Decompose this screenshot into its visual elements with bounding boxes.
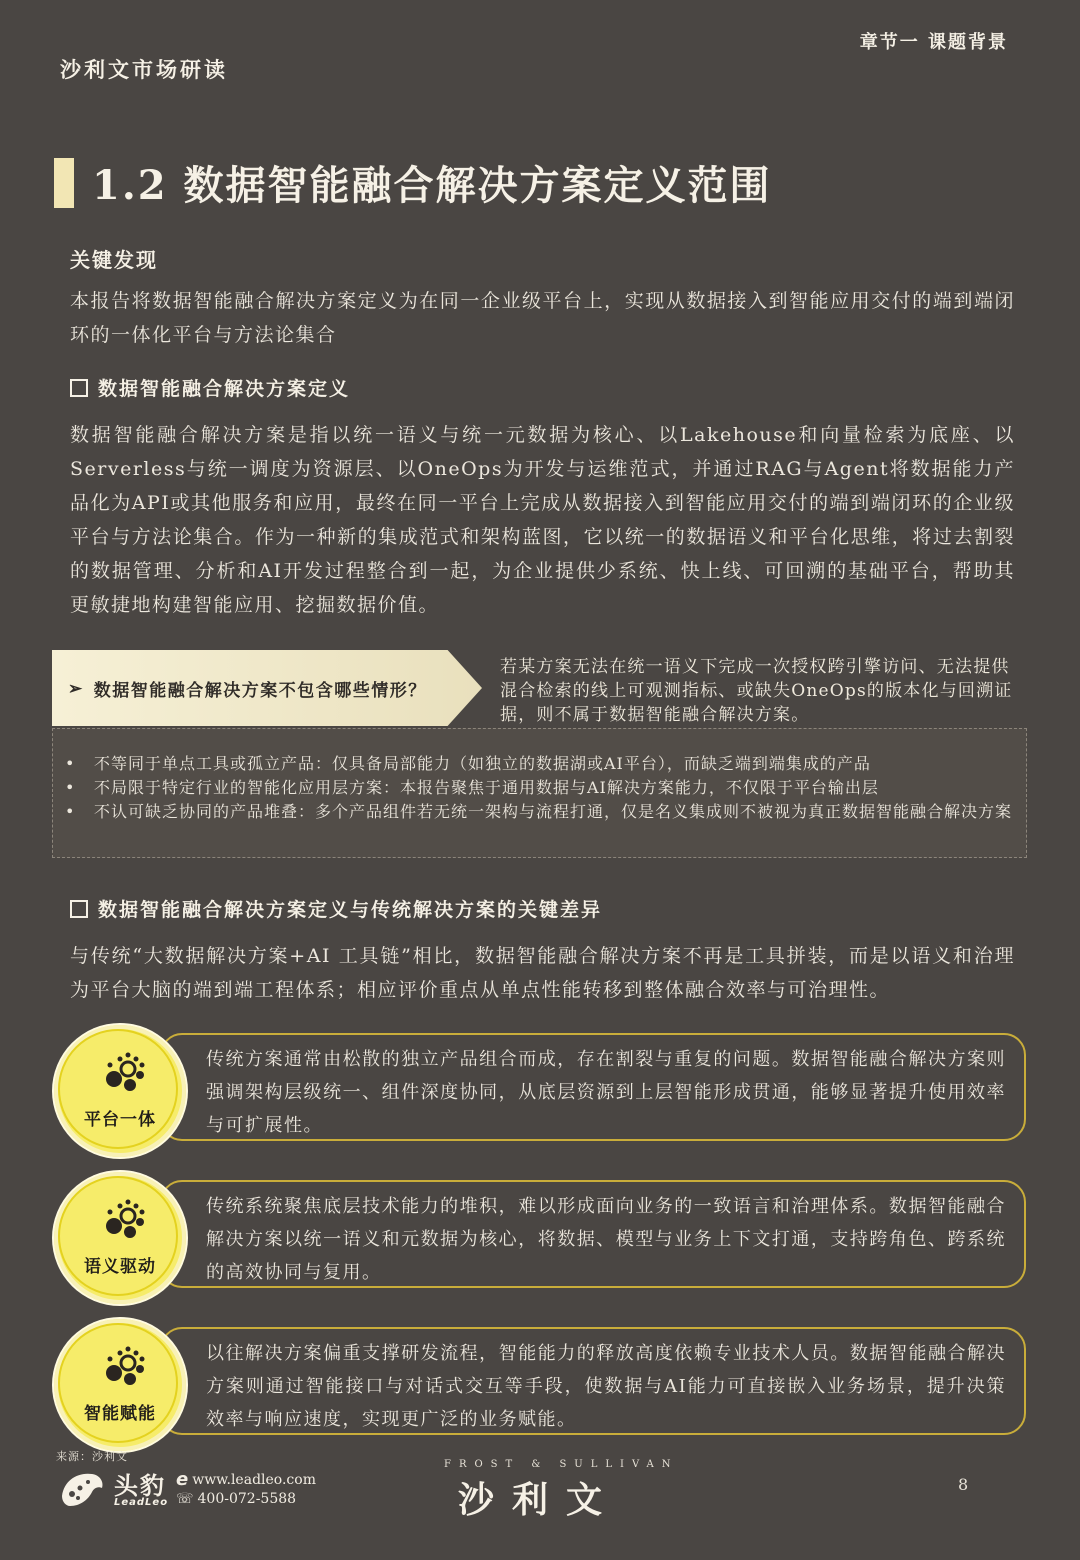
definition-heading	[70, 374, 350, 401]
exclusion-question-label: 数据智能融合解决方案不包含哪些情形？	[93, 681, 427, 701]
section-title: 1.2 数据智能融合解决方案定义范围	[92, 162, 772, 209]
phone-icon: ☏	[176, 1491, 194, 1507]
list-item: • 不局限于特定行业的智能化应用层方案：本报告聚焦于通用数据与AI解决方案能力，不仅限于平台输出层	[62, 776, 1017, 800]
leadleo-logo-subtext: LeadLeo	[114, 1497, 169, 1508]
key-findings-heading: 关键发现	[70, 248, 158, 272]
website[interactable]	[176, 1469, 316, 1490]
difference-card-text: 传统系统聚焦底层技术能力的堆积，难以形成面向业务的一致语言和治理体系。数据智能融合解决方案以统一语义和元数据为核心，将数据、模型与业务上下文打通，支持跨角色、跨系统的高效协同与复用。	[206, 1196, 1006, 1283]
badge-label: 语义驱动	[84, 1257, 156, 1277]
differences-heading-label: 数据智能融合解决方案定义与传统解决方案的关键差异	[98, 899, 603, 921]
definition-heading-label: 数据智能融合解决方案定义	[98, 378, 351, 400]
badge-semantic	[54, 1172, 186, 1304]
network-dots-icon	[92, 1051, 148, 1097]
key-findings-text: 本报告将数据智能融合解决方案定义为在同一企业级平台上，实现从数据接入到智能应用交付的端到端闭环的一体化平台与方法论集合	[70, 290, 1015, 346]
page-number: 8	[958, 1475, 969, 1494]
exclusion-question	[68, 676, 427, 701]
badge-label: 智能赋能	[84, 1404, 156, 1424]
brand-name: 沙利文市场研读	[60, 57, 228, 82]
badge-label: 平台一体	[84, 1110, 156, 1130]
difference-card-text: 传统方案通常由松散的独立产品组合而成，存在割裂与重复的问题。数据智能融合解决方案则强调架构层级统一、组件深度协同，从底层资源到上层智能形成贯通，能够显著提升使用效率与可扩展性。	[206, 1049, 1006, 1136]
phone	[176, 1491, 296, 1507]
arrow-right-icon: ➢	[68, 678, 84, 699]
difference-card-text: 以往解决方案偏重支撑研发流程，智能能力的释放高度依赖专业技术人员。数据智能融合解决方案则通过智能接口与对话式交互等手段，使数据与AI能力可直接嵌入业务场景，提升决策效率与响应速度，实现更广泛的业务赋能。	[206, 1343, 1006, 1430]
web-e-icon: e	[176, 1469, 189, 1490]
website-text: www.leadleo.com	[192, 1471, 316, 1488]
badge-intelligence	[54, 1319, 186, 1451]
leopard-logo-icon	[58, 1466, 106, 1510]
checkbox-square-icon	[70, 900, 88, 918]
network-dots-icon	[92, 1345, 148, 1391]
exclusion-list	[62, 752, 1017, 824]
source-note: 来源：沙利文	[56, 1450, 128, 1463]
definition-text: 数据智能融合解决方案是指以统一语义与统一元数据为核心、以Lakehouse和向量检索为底座、以Serverless与统一调度为资源层、以OneOps为开发与运维范式，并通过RAG与Agent将数据能力产品化为API或其他服务和应用，最终在同一平台上完成从数据接入到智能应用交付的端到端闭环的企业级平台与方法论集合。作为一种新的集成范式和架构蓝图，它以统一的数据语义和平台化思维，将过去割裂的数据管理、分析和AI开发过程整合到一起，为企业提供少系统、快上线、可回溯的基础平台，帮助其更敏捷地构建智能应用、挖掘数据价值。	[70, 424, 1015, 616]
title-accent-bar	[54, 158, 74, 208]
leadleo-logo-text: 头豹	[114, 1472, 166, 1500]
differences-intro: 与传统“大数据解决方案+AI 工具链”相比，数据智能融合解决方案不再是工具拼装，而是以语义和治理为平台大脑的端到端工程体系；相应评价重点从单点性能转移到整体融合效率与可治理性。	[70, 945, 1015, 1001]
phone-text: 400-072-5588	[197, 1491, 297, 1507]
differences-heading	[70, 895, 602, 922]
network-dots-icon	[92, 1198, 148, 1244]
list-item: • 不认可缺乏协同的产品堆叠：多个产品组件若无统一架构与流程打通，仅是名义集成则不被视为真正数据智能融合解决方案	[62, 800, 1017, 824]
chapter-label: 章节一 课题背景	[859, 32, 1008, 53]
badge-platform	[54, 1025, 186, 1157]
exclusion-answer: 若某方案无法在统一语义下完成一次授权跨引擎访问、无法提供混合检索的线上可观测指标、或缺失OneOps的版本化与回溯证据，则不属于数据智能融合解决方案。	[500, 657, 1013, 725]
frost-sullivan-logo-cn: 沙利文	[458, 1480, 621, 1521]
frost-sullivan-logo-en: FROST & SULLIVAN	[444, 1459, 679, 1470]
list-item: • 不等同于单点工具或孤立产品：仅具备局部能力（如独立的数据湖或AI平台），而缺乏端到端集成的产品	[62, 752, 1017, 776]
checkbox-square-icon	[70, 379, 88, 397]
